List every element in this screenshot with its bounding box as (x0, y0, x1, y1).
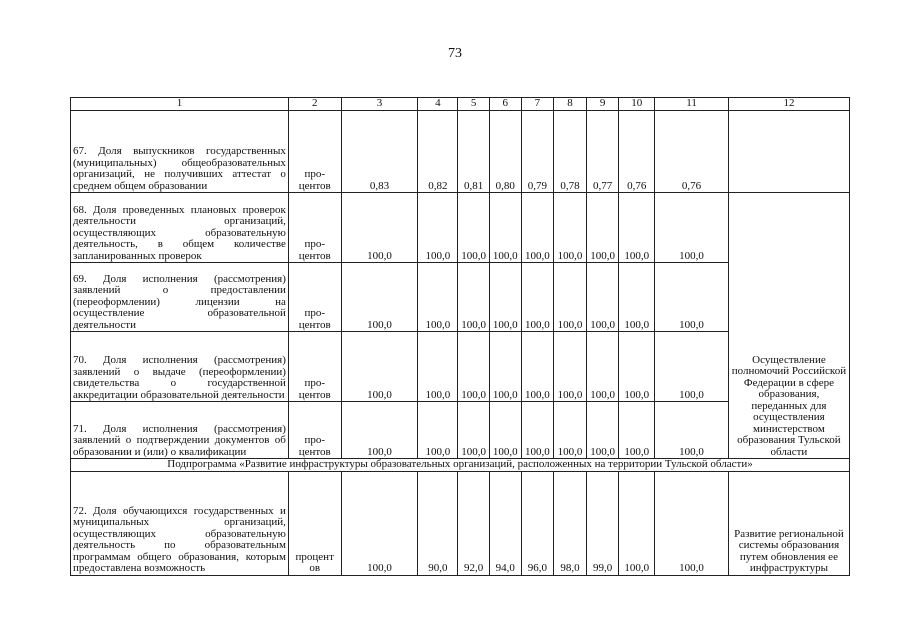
value-cell: 0,77 (586, 111, 619, 193)
indicator-name: Доля выпускников государственных (муниципальных) общеобразовательных организаций, не получивших аттестат о среднем общем образовании (73, 145, 286, 192)
row-number: 70. (73, 354, 87, 366)
indicator-name: Доля проведенных плановых проверок деятельности организаций, осуществляющих образовательную деятельность, в общем количестве запланированных проверок (73, 203, 286, 262)
unit-cell: про-центов (288, 111, 341, 193)
indicator-name: Доля исполнения (рассмотрения) заявлений о предоставлении (переоформлении) лицензии на осуществление образовательной деятельности (73, 272, 286, 331)
subprogram-row (71, 459, 850, 472)
value-cell: 100,0 (489, 263, 521, 332)
indicator-name: Доля обучающихся государственных и муниципальных организаций, осуществляющих образовательную деятельность по образовательным программам общего образования, которым предоставлена возможность (73, 504, 286, 574)
value-cell: 100,0 (489, 402, 521, 459)
indicator-name-cell (71, 332, 289, 402)
value-cell: 100,0 (458, 332, 490, 402)
value-cell: 96,0 (521, 471, 554, 575)
value-cell: 90,0 (418, 471, 458, 575)
value-cell: 0,81 (458, 111, 490, 193)
value-cell: 100,0 (521, 332, 554, 402)
header-cell: 5 (458, 98, 490, 111)
value-cell: 94,0 (489, 471, 521, 575)
value-cell: 100,0 (619, 332, 655, 402)
value-cell: 100,0 (619, 263, 655, 332)
table-row (71, 471, 850, 575)
value-cell: 100,0 (554, 402, 587, 459)
indicator-name-cell (71, 193, 289, 263)
header-cell: 2 (288, 98, 341, 111)
indicator-text (73, 355, 286, 401)
value-cell: 0,76 (655, 111, 729, 193)
value-cell: 100,0 (341, 471, 418, 575)
value-cell: 100,0 (554, 263, 587, 332)
header-cell: 4 (418, 98, 458, 111)
header-cell: 12 (728, 98, 849, 111)
value-cell: 100,0 (586, 332, 619, 402)
value-cell: 100,0 (521, 193, 554, 263)
row-number: 69. (73, 272, 87, 285)
value-cell: 0,82 (418, 111, 458, 193)
header-cell: 11 (655, 98, 729, 111)
value-cell: 100,0 (458, 193, 490, 263)
value-cell: 100,0 (418, 332, 458, 402)
value-cell: 100,0 (418, 402, 458, 459)
value-cell: 0,79 (521, 111, 554, 193)
table-row (71, 111, 850, 193)
value-cell: 100,0 (619, 471, 655, 575)
indicator-name-cell (71, 263, 289, 332)
table-row (71, 193, 850, 263)
value-cell: 100,0 (341, 193, 418, 263)
header-cell: 9 (586, 98, 619, 111)
value-cell: 100,0 (586, 402, 619, 459)
value-cell: 100,0 (655, 471, 729, 575)
value-cell: 100,0 (655, 332, 729, 402)
goal-cell: Развитие региональной системы образования путем обновления ее инфраструктуры (728, 471, 849, 575)
value-cell: 100,0 (341, 263, 418, 332)
value-cell: 92,0 (458, 471, 490, 575)
row-number: 67. (73, 145, 87, 157)
header-cell: 1 (71, 98, 289, 111)
row-number: 68. (73, 203, 87, 216)
value-cell: 0,78 (554, 111, 587, 193)
unit-cell: про-центов (288, 402, 341, 459)
value-cell: 100,0 (489, 332, 521, 402)
indicator-name-cell (71, 471, 289, 575)
indicator-name: Доля исполнения (рассмотрения) заявлений о подтверждении документов об образовании и (или) о квалификации (73, 422, 286, 458)
value-cell: 100,0 (619, 193, 655, 263)
value-cell: 100,0 (489, 193, 521, 263)
unit-cell: про-центов (288, 263, 341, 332)
value-cell: 100,0 (619, 402, 655, 459)
value-cell: 100,0 (655, 402, 729, 459)
header-cell: 8 (554, 98, 587, 111)
value-cell: 0,80 (489, 111, 521, 193)
value-cell: 0,83 (341, 111, 418, 193)
value-cell: 100,0 (521, 402, 554, 459)
value-cell: 100,0 (341, 402, 418, 459)
unit-cell: про-центов (288, 193, 341, 263)
row-number: 72. (73, 504, 87, 517)
indicator-text (73, 274, 286, 332)
value-cell: 100,0 (418, 263, 458, 332)
unit-cell: про-центов (288, 332, 341, 402)
indicator-text (73, 506, 286, 575)
header-row (71, 98, 850, 111)
page-number: 73 (448, 46, 462, 61)
header-cell: 6 (489, 98, 521, 111)
goal-cell-empty (728, 111, 849, 193)
indicator-text (73, 424, 286, 459)
value-cell: 99,0 (586, 471, 619, 575)
value-cell: 100,0 (521, 263, 554, 332)
value-cell: 100,0 (458, 263, 490, 332)
goal-cell: Осуществление полномочий Российской Федерации в сфере образования, переданных для осуществления министерством образования Тульской области (728, 193, 849, 459)
subprogram-title: Подпрограмма «Развитие инфраструктуры образовательных организаций, расположенных на территории Тульской области» (71, 459, 850, 472)
indicator-text (73, 146, 286, 192)
value-cell: 100,0 (586, 193, 619, 263)
header-cell: 10 (619, 98, 655, 111)
value-cell: 100,0 (341, 332, 418, 402)
value-cell: 100,0 (655, 193, 729, 263)
value-cell: 100,0 (586, 263, 619, 332)
value-cell: 100,0 (458, 402, 490, 459)
row-number: 71. (73, 422, 87, 435)
value-cell: 100,0 (554, 193, 587, 263)
value-cell: 100,0 (554, 332, 587, 402)
indicator-name-cell (71, 111, 289, 193)
header-cell: 7 (521, 98, 554, 111)
unit-cell: процент ов (288, 471, 341, 575)
indicator-name: Доля исполнения (рассмотрения) заявлений о выдаче (переоформлении) свидетельства о государственной аккредитации образовательной деятельности (73, 354, 286, 401)
value-cell: 100,0 (418, 193, 458, 263)
indicator-text (73, 205, 286, 263)
value-cell: 98,0 (554, 471, 587, 575)
value-cell: 100,0 (655, 263, 729, 332)
header-cell: 3 (341, 98, 418, 111)
value-cell: 0,76 (619, 111, 655, 193)
indicator-name-cell (71, 402, 289, 459)
indicators-table (70, 97, 850, 576)
